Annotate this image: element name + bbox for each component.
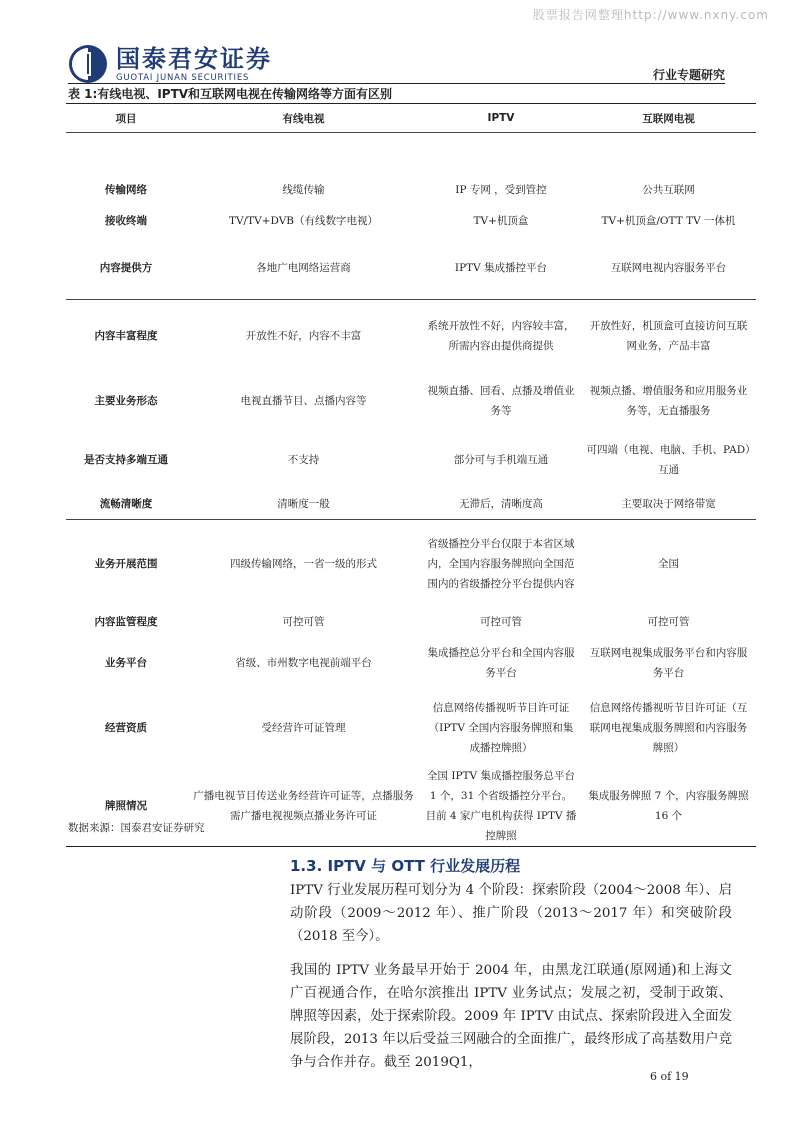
table-cell: 可四端（电视、电脑、手机、PAD）互通 xyxy=(586,443,751,476)
row-label: 主要业务形态 xyxy=(94,394,158,407)
section-title: 1.3. IPTV 与 OTT 行业发展历程 xyxy=(290,857,521,875)
table-cell: 省级播控分平台仅限于本省区域内，全国内容服务牌照向全国范围内的省级播控分平台提供内容 xyxy=(421,520,581,609)
table-cell: TV+机顶盒 xyxy=(473,214,529,227)
table-cell: 无滞后，清晰度高 xyxy=(459,498,543,511)
table-row xyxy=(66,204,756,238)
comparison-table-wrapper xyxy=(66,103,756,847)
table-cell: 互联网电视集成服务平台和内容服务平台 xyxy=(589,646,748,679)
table-cell: 视频直播、回看、点播及增值业务等 xyxy=(427,384,575,417)
table-cell: 开放性不好，内容不丰富 xyxy=(186,300,421,372)
comparison-table xyxy=(66,103,756,847)
table-cell: 信息网络传播视听节目许可证（互联网电视集成服务牌照和内容服务牌照） xyxy=(589,702,748,754)
row-label: 内容丰富程度 xyxy=(66,300,186,372)
header-cell: 有线电视 xyxy=(186,104,421,133)
body-paragraph: IPTV 行业发展历程可划分为 4 个阶段：探索阶段（2004～2008 年）、启动阶段（2009～2012 年）、推广阶段（2013～2017 年）和突破阶段（2018 至今）。 xyxy=(290,883,732,944)
watermark-text: 股票报告网整理http://www.nxny.com xyxy=(532,8,769,22)
table-cell: 各地广电网络运营商 xyxy=(256,262,351,275)
table-cell: 可控可管 xyxy=(647,615,690,628)
guotai-junan-logo-icon xyxy=(68,44,108,84)
table-row xyxy=(66,430,756,490)
table-cell: 部分可与手机端互通 xyxy=(453,453,549,466)
header-cell: 互联网电视 xyxy=(581,104,756,133)
header-cell: 项目 xyxy=(66,104,186,133)
company-logo xyxy=(68,44,272,84)
table-cell: 受经营许可证管理 xyxy=(261,722,346,734)
table-row xyxy=(66,372,756,430)
table-cell: 全国 IPTV 集成播控服务总平台 1 个，31 个省级播控分平台。目前 4 家广电机构获得 IPTV 播控牌照 xyxy=(421,766,581,847)
table-row xyxy=(66,133,756,204)
table-cell: IPTV 集成播控平台 xyxy=(454,262,548,275)
company-name-cn: 国泰君安证券 xyxy=(116,44,272,73)
row-label: 业务开展范围 xyxy=(66,520,186,609)
table-row xyxy=(66,691,756,766)
table-cell: TV/TV+DVB（有线数字电视） xyxy=(228,214,379,227)
row-label: 业务平台 xyxy=(105,656,147,669)
row-label: 内容提供方 xyxy=(99,262,153,275)
table-title: 表 1:有线电视、IPTV和互联网电视在传输网络等方面有区别 xyxy=(68,87,393,101)
row-label: 经营资质 xyxy=(105,722,147,734)
table-cell: 全国 xyxy=(581,520,756,609)
table-cell: 不支持 xyxy=(287,453,320,466)
row-label: 接收终端 xyxy=(105,214,147,227)
table-cell: 开放性好，机顶盒可直接访问互联网业务，产品丰富 xyxy=(581,300,756,372)
report-type-label: 行业专题研究 xyxy=(652,68,725,82)
table-cell: 系统开放性不好，内容较丰富，所需内容由提供商提供 xyxy=(421,300,581,372)
header-divider xyxy=(68,83,725,84)
row-label: 牌照情况 xyxy=(66,766,186,847)
table-cell: IP 专网 ，受到管控 xyxy=(455,183,547,196)
table-row xyxy=(66,609,756,635)
table-cell: 可控可管 xyxy=(480,615,522,628)
table-row xyxy=(66,300,756,372)
table-row xyxy=(66,635,756,691)
table-cell: 电视直播节目、点播内容等 xyxy=(240,394,367,407)
table-cell: 视频点播、增值服务和应用服务业务等，无直播服务 xyxy=(589,384,748,417)
row-label: 传输网络 xyxy=(105,183,147,196)
table-cell: 信息网络传播视听节目许可证（IPTV 全国内容服务牌照和集成播控牌照） xyxy=(428,702,574,754)
table-source-note: 数据来源：国泰君安证券研究 xyxy=(68,822,205,834)
body-paragraph: 我国的 IPTV 业务最早开始于 2004 年，由黑龙江联通(原网通)和上海文广百视通合作，在哈尔滨推出 IPTV 业务试点；发展之初，受制于政策、牌照等因素，处于探索阶段。2009 年 IPTV 由试点、探索阶段进入全面发展阶段，2013 年以后受益三网融合的全面推广，最终形成了高基数用户竞争与合作并存。截至 2019Q1， xyxy=(290,963,732,1070)
row-label: 内容监管程度 xyxy=(94,615,158,628)
table-row xyxy=(66,238,756,300)
table-cell: 互联网电视内容服务平台 xyxy=(610,262,727,275)
table-cell: TV+机顶盒/OTT TV 一体机 xyxy=(601,214,736,227)
page-number: 6 of 19 xyxy=(650,1070,689,1083)
table-cell: 线缆传输 xyxy=(282,183,325,196)
table-row xyxy=(66,490,756,520)
table-cell: 清晰度一般 xyxy=(277,498,330,511)
table-header-row xyxy=(66,104,756,133)
table-row xyxy=(66,520,756,609)
table-cell: 主要取决于网络带宽 xyxy=(621,498,716,511)
table-cell: 集成服务牌照 7 个，内容服务牌照 16 个 xyxy=(581,766,756,847)
table-cell: 可控可管 xyxy=(282,615,325,628)
table-cell: 广播电视节目传送业务经营许可证等，点播服务需广播电视视频点播业务许可证 xyxy=(186,766,421,847)
row-label: 流畅清晰度 xyxy=(99,498,153,511)
table-cell: 四级传输网络，一省一级的形式 xyxy=(186,520,421,609)
table-cell: 公共互联网 xyxy=(642,183,695,196)
table-cell: 集成播控总分平台和全国内容服务平台 xyxy=(427,646,575,679)
header-cell: IPTV xyxy=(421,104,581,133)
table-cell: 省级、市州数字电视前端平台 xyxy=(235,656,372,669)
company-name-en: GUOTAI JUNAN SECURITIES xyxy=(116,72,250,83)
row-label: 是否支持多端互通 xyxy=(84,453,168,466)
